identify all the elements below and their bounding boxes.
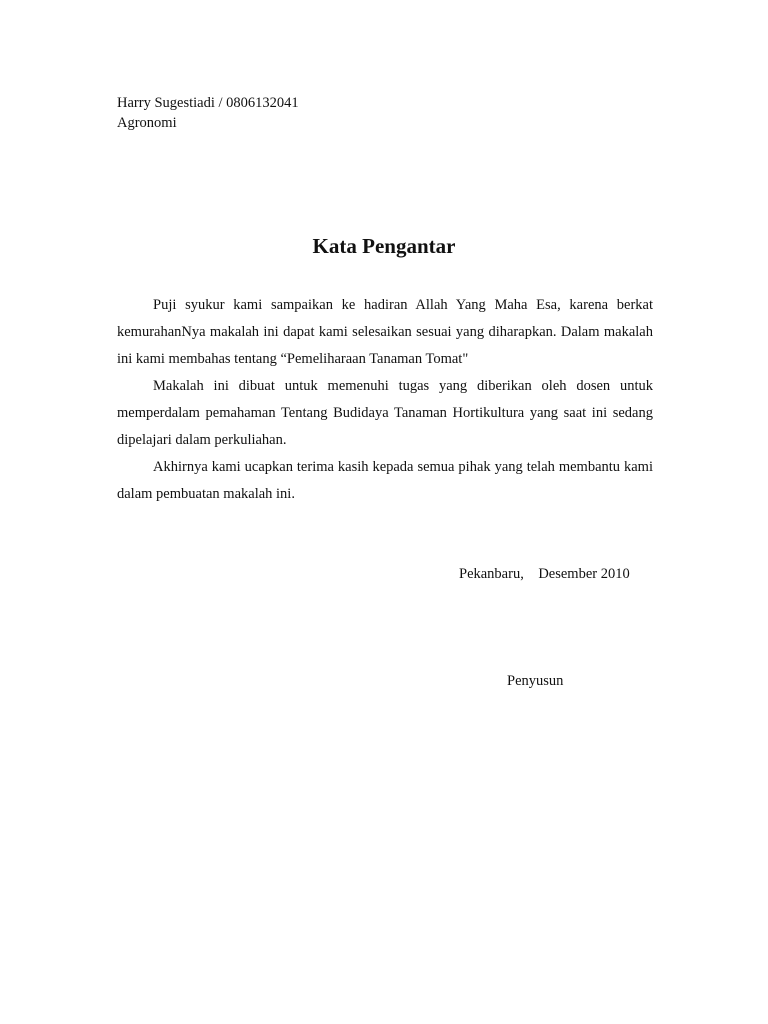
- document-header: [117, 93, 299, 133]
- department-line: Agronomi: [117, 115, 177, 131]
- body-paragraph: Makalah ini dibuat untuk memenuhi tugas yang diberikan oleh dosen untuk memperdalam pemahaman Tentang Budidaya Tanaman Hortikultura yang saat ini sedang dipelajari dalam perkuliahan.: [117, 378, 653, 448]
- body-paragraph: Akhirnya kami ucapkan terima kasih kepada semua pihak yang telah membantu kami dalam pembuatan makalah ini.: [117, 459, 653, 502]
- document-title: Kata Pengantar: [312, 234, 456, 258]
- place-date-line: Pekanbaru, Desember 2010: [459, 566, 630, 582]
- signer-label: Penyusun: [507, 673, 564, 689]
- document-body: [117, 292, 653, 508]
- body-paragraph: Puji syukur kami sampaikan ke hadiran Allah Yang Maha Esa, karena berkat kemurahanNya makalah ini dapat kami selesaikan sesuai yang diharapkan. Dalam makalah ini kami membahas tentang “Pemeliharaan Tanaman Tomat": [117, 297, 653, 367]
- author-line: Harry Sugestiadi / 0806132041: [117, 95, 299, 111]
